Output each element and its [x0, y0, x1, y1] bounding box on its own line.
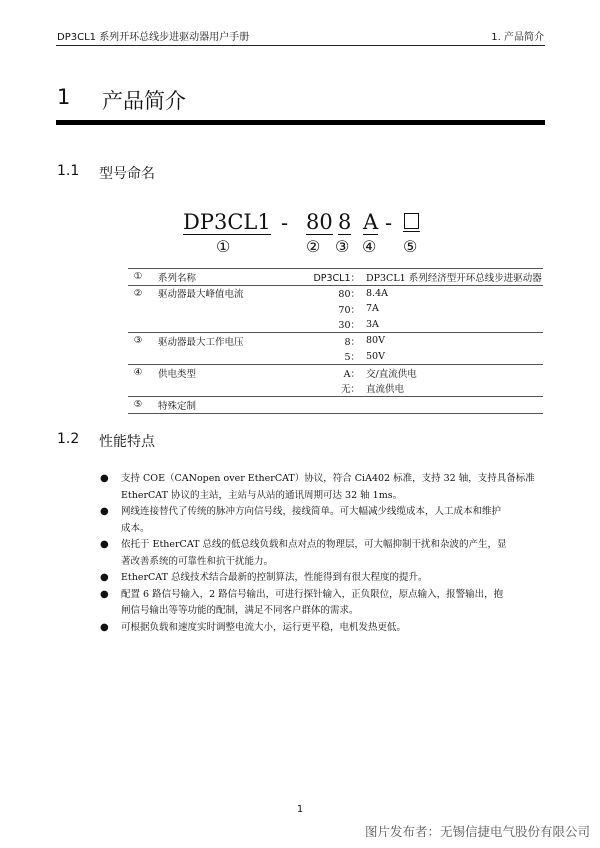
chapter-title: 产品简介: [102, 89, 186, 113]
table-row: [128, 317, 543, 333]
row-name: 驱动器最大工作电压: [148, 333, 288, 349]
table-row: [128, 349, 543, 365]
list-item: [100, 471, 550, 504]
list-item: [100, 570, 550, 587]
row-index: ①: [128, 269, 148, 286]
chapter-rule: [56, 120, 545, 125]
list-item: [100, 504, 550, 537]
row-index: ③: [128, 333, 148, 349]
section-number: 1.1: [57, 163, 80, 179]
model-index-4: ④: [362, 237, 377, 256]
model-part-current: 80: [306, 210, 333, 234]
table-row: [128, 397, 543, 414]
row-code: 30：: [338, 320, 360, 332]
section-title: 性能特点: [99, 434, 155, 450]
running-header-chapter: 1. 产品简介: [491, 32, 544, 43]
row-value: 80V: [360, 333, 543, 349]
model-separator: -: [385, 211, 393, 235]
feature-list: [100, 471, 550, 636]
row-code: 80：: [288, 285, 360, 301]
running-header-title: DP3CL1 系列开环总线步进驱动器用户手册: [57, 32, 250, 43]
feature-line: 可根据负载和速度实时调整电流大小，运行更平稳，电机发热更低。: [121, 621, 407, 633]
row-value: DP3CL1 系列经济型开环总线步进驱动器: [360, 269, 543, 286]
feature-line: EtherCAT 协议的主站，主站与从站的通讯周期可达 32 轴 1ms。: [121, 489, 403, 501]
table-row: [128, 381, 543, 397]
row-value: 50V: [366, 350, 385, 362]
model-index-1: ①: [216, 237, 231, 256]
row-index: [128, 301, 148, 317]
row-index: ④: [128, 365, 148, 381]
row-code: DP3CL1：: [288, 269, 360, 286]
row-value: 3A: [366, 318, 379, 330]
model-index-2: ②: [306, 237, 321, 256]
row-name: [148, 381, 288, 397]
feature-line: 依托于 EtherCAT 总线的低总线负载和点对点的物理层，可大幅抑制干扰和杂波的产生，显: [121, 539, 507, 550]
table-row: [128, 301, 543, 317]
row-value: 8.4A: [360, 285, 543, 301]
model-custom-underline: [403, 231, 420, 232]
row-name: 系列名称: [148, 269, 288, 286]
row-name: 供电类型: [148, 365, 288, 381]
model-spec-table: [128, 268, 543, 414]
model-index-3: ③: [335, 237, 350, 256]
row-code: 无：: [340, 384, 360, 396]
bullet-icon: ●: [100, 572, 109, 583]
row-name: [148, 349, 288, 365]
row-code: 70：: [338, 304, 360, 316]
list-item: [100, 537, 550, 570]
header-divider: [56, 45, 545, 46]
model-part-series: DP3CL1: [183, 210, 271, 234]
row-value: [360, 397, 543, 414]
row-value: 7A: [366, 303, 379, 315]
bullet-icon: ●: [100, 539, 109, 550]
feature-line: 网线连接替代了传统的脉冲方向信号线，接线简单。可大幅减少线缆成本，人工成本和维护: [121, 506, 502, 517]
bullet-icon: ●: [100, 506, 109, 517]
row-value: 直流供电: [366, 384, 405, 396]
row-name: 驱动器最大峰值电流: [148, 285, 288, 301]
feature-line: 闸信号输出等等功能的配制，满足不同客户群体的需求。: [121, 605, 359, 616]
bullet-icon: ●: [100, 621, 109, 633]
feature-line: 配置 6 路信号输入，2 路信号输出，可进行探针输入，正负限位，原点输入，报警输出，抱: [121, 588, 504, 600]
model-part-power: A: [363, 210, 379, 234]
row-index: ②: [128, 285, 148, 301]
row-index: [128, 381, 148, 397]
model-index-5: ⑤: [403, 237, 418, 256]
list-item: [100, 587, 550, 620]
section-title: 型号命名: [99, 166, 155, 182]
row-code: A：: [288, 365, 360, 381]
row-code: 5：: [344, 352, 360, 364]
feature-line: EtherCAT 总线技术结合最新的控制算法，性能得到有很大程度的提升。: [121, 572, 428, 583]
row-code: [288, 397, 360, 414]
publisher-credit: 图片发布者：无锡信捷电气股份有限公司: [364, 824, 590, 839]
row-value: 交/直流供电: [360, 365, 543, 381]
table-row: [128, 365, 543, 381]
row-name: [148, 317, 288, 333]
model-separator: -: [281, 211, 289, 235]
chapter-number: 1: [57, 85, 71, 109]
table-row: [128, 333, 543, 349]
model-custom-box: [404, 213, 419, 229]
bullet-icon: ●: [100, 473, 109, 484]
row-name: 特殊定制: [148, 397, 288, 414]
model-part-voltage: 8: [338, 210, 352, 234]
row-index: [128, 317, 148, 333]
row-name: [148, 301, 288, 317]
row-index: [128, 349, 148, 365]
feature-line: 支持 COE（CANopen over EtherCAT）协议，符合 CiA402 标准，支持 32 轴，支持具备标准: [121, 473, 535, 484]
feature-line: 著改善系统的可靠性和抗干扰能力。: [121, 555, 274, 567]
table-row: [128, 285, 543, 301]
feature-line: 成本。: [121, 522, 150, 534]
row-index: ⑤: [128, 397, 148, 414]
list-item: [100, 620, 550, 637]
section-number: 1.2: [57, 431, 80, 447]
row-code: 8：: [288, 333, 360, 349]
page-number: 1: [296, 804, 304, 815]
table-row: [128, 269, 543, 286]
bullet-icon: ●: [100, 588, 109, 600]
